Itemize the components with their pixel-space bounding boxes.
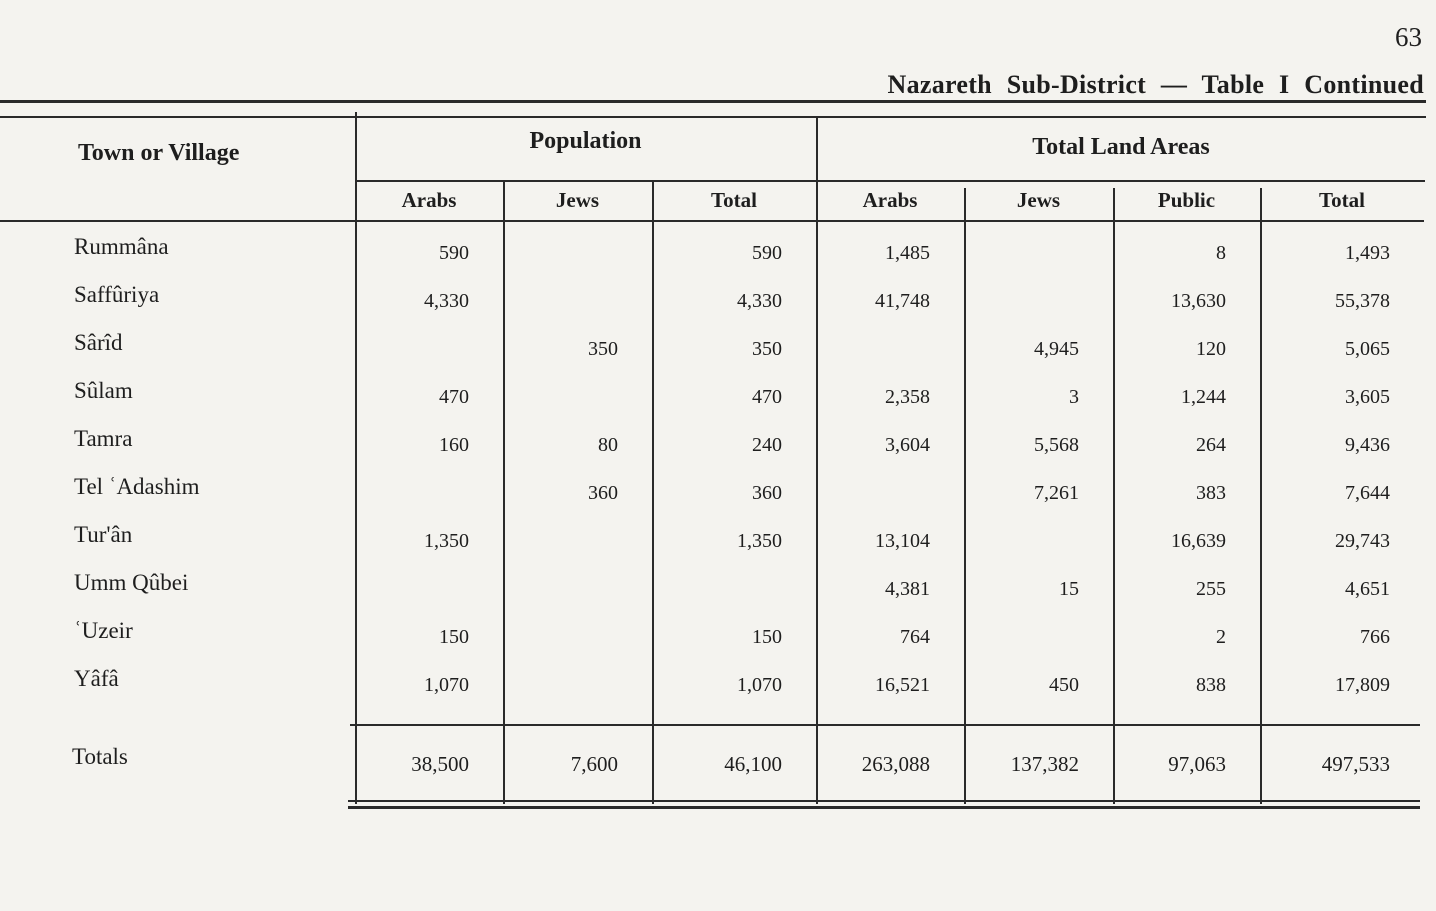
group-header-land-areas: Total Land Areas <box>1032 134 1210 160</box>
page-number: 63 <box>1395 22 1422 52</box>
table-cell: 4,651 <box>1345 578 1390 600</box>
table-cell: 470 <box>752 386 782 408</box>
group-header-population: Population <box>529 128 642 154</box>
table-cell: 1,493 <box>1345 242 1390 264</box>
table-cell: 1,485 <box>885 242 930 264</box>
table-cell: 7,261 <box>1034 482 1079 504</box>
column-header: Arabs <box>862 188 918 212</box>
table-cell: 80 <box>598 434 618 456</box>
column-rule-4 <box>816 118 818 804</box>
table-cell: 160 <box>439 434 469 456</box>
totals-cell: 137,382 <box>1010 752 1079 776</box>
table-cell: 1,350 <box>737 530 782 552</box>
totals-cell: 38,500 <box>411 752 469 776</box>
row-name: Sûlam <box>74 378 133 403</box>
row-name: Yâfâ <box>74 666 119 691</box>
table-cell: 7,644 <box>1345 482 1390 504</box>
table-cell: 360 <box>588 482 618 504</box>
table-cell: 240 <box>752 434 782 456</box>
column-header: Jews <box>555 188 600 212</box>
table-cell: 590 <box>752 242 782 264</box>
table-cell: 8 <box>1216 242 1226 264</box>
table-cell: 2,358 <box>885 386 930 408</box>
table-cell: 2 <box>1216 626 1226 648</box>
table-cell: 17,809 <box>1335 674 1390 696</box>
table-cell: 3,604 <box>885 434 930 456</box>
totals-cell: 497,533 <box>1321 752 1390 776</box>
stub-header: Town or Village <box>78 140 240 166</box>
row-name: Sârîd <box>74 330 123 355</box>
table-cell: 838 <box>1196 674 1226 696</box>
table-cell: 350 <box>588 338 618 360</box>
totals-label: Totals <box>72 744 128 769</box>
table-cell: 4,330 <box>737 290 782 312</box>
table-cell: 470 <box>439 386 469 408</box>
table-cell: 5,065 <box>1345 338 1390 360</box>
table-cell: 13,104 <box>875 530 930 552</box>
totals-cell: 263,088 <box>861 752 930 776</box>
table-top-rule <box>0 100 1426 103</box>
table-cell: 360 <box>752 482 782 504</box>
table-cell: 4,381 <box>885 578 930 600</box>
column-header: Total <box>1319 188 1365 212</box>
table-cell: 3,605 <box>1345 386 1390 408</box>
bottom-rule-2 <box>348 806 1420 809</box>
table-cell: 350 <box>752 338 782 360</box>
table-cell: 16,639 <box>1171 530 1226 552</box>
totals-cell: 46,100 <box>724 752 782 776</box>
table-cell: 15 <box>1059 578 1079 600</box>
table-cell: 590 <box>439 242 469 264</box>
row-name: Rummâna <box>74 234 169 259</box>
table-cell: 766 <box>1360 626 1390 648</box>
table-cell: 4,945 <box>1034 338 1079 360</box>
subheader-rule <box>355 180 1425 182</box>
column-header: Total <box>711 188 757 212</box>
table-cell: 4,330 <box>424 290 469 312</box>
table-cell: 150 <box>752 626 782 648</box>
table-cell: 16,521 <box>875 674 930 696</box>
table-cell: 120 <box>1196 338 1226 360</box>
totals-cell: 97,063 <box>1168 752 1226 776</box>
column-header: Public <box>1157 188 1216 212</box>
table-cell: 1,244 <box>1181 386 1226 408</box>
table-cell: 1,350 <box>424 530 469 552</box>
row-name: Tur'ân <box>74 522 133 547</box>
table-cell: 29,743 <box>1335 530 1390 552</box>
table-cell: 1,070 <box>424 674 469 696</box>
table-cell: 3 <box>1069 386 1079 408</box>
row-name: ʿUzeir <box>74 618 133 643</box>
table-cell: 13,630 <box>1171 290 1226 312</box>
row-name: Saffûriya <box>74 282 160 307</box>
header-bottom-rule <box>0 220 1424 222</box>
table-cell: 55,378 <box>1335 290 1390 312</box>
row-name: Umm Qûbei <box>74 570 189 595</box>
table-cell: 264 <box>1196 434 1226 456</box>
column-rule-1 <box>355 112 357 804</box>
table-cell: 41,748 <box>875 290 930 312</box>
row-name: Tamra <box>74 426 133 451</box>
table-cell: 9,436 <box>1345 434 1390 456</box>
table-top-rule-2 <box>0 116 1426 118</box>
row-name: Tel ʿAdashim <box>74 474 200 499</box>
totals-cell: 7,600 <box>570 752 618 776</box>
table-cell: 255 <box>1196 578 1226 600</box>
table-cell: 5,568 <box>1034 434 1079 456</box>
table-cell: 150 <box>439 626 469 648</box>
table-cell: 450 <box>1049 674 1079 696</box>
column-header: Jews <box>1016 188 1061 212</box>
column-header: Arabs <box>401 188 457 212</box>
table-cell: 383 <box>1196 482 1226 504</box>
table-cell: 764 <box>900 626 930 648</box>
running-title: Nazareth Sub-District — Table I Continued <box>887 70 1424 99</box>
table-cell: 1,070 <box>737 674 782 696</box>
